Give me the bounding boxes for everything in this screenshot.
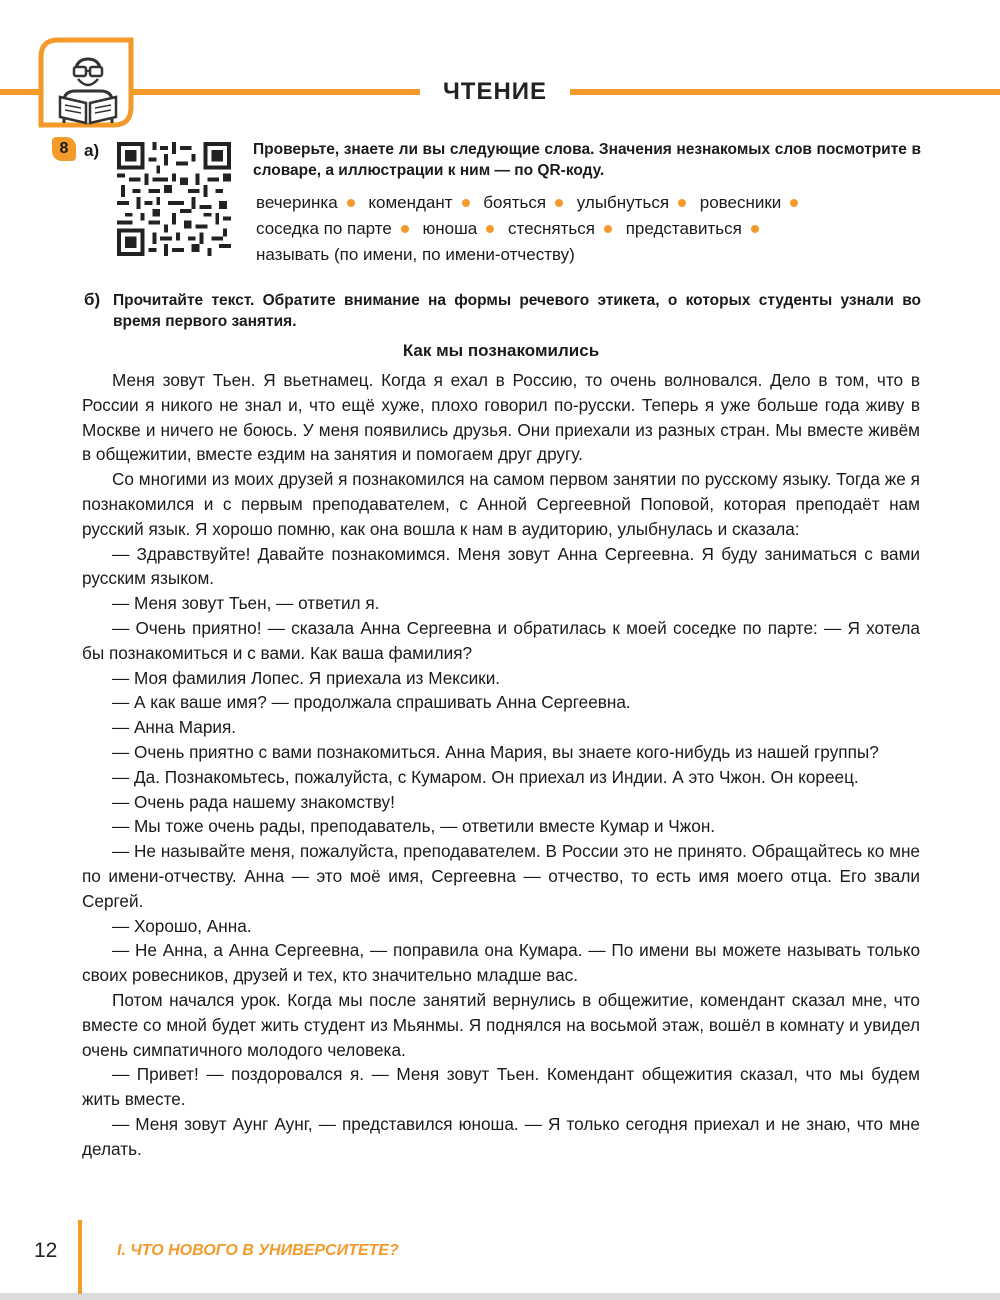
header-rule-right bbox=[570, 89, 1000, 95]
text-paragraph: Меня зовут Тьен. Я вьетнамец. Когда я ехал в Россию, то очень волновался. Дело в том, что в России я никого не знал и, что ещё хуже, плохо говорил по-русски. Теперь я уже больше года живу в Москве и ничего не боюсь. У меня появились друзья. Они приехали из разных стран. Мы вместе живём в общежитии, вместе ездим на занятия и помогаем друг другу. bbox=[82, 370, 920, 465]
vocabulary-word: юноша bbox=[422, 219, 478, 238]
part-a-label: а) bbox=[84, 141, 100, 160]
bullet-icon bbox=[604, 225, 612, 233]
section-title: ЧТЕНИЕ bbox=[442, 78, 548, 105]
text-paragraph: — Анна Мария. bbox=[112, 717, 237, 738]
vocabulary-word: соседка по парте bbox=[256, 219, 392, 238]
text-paragraph: — Не называйте меня, пожалуйста, преподавателем. В России это не принято. Обращайтесь ко мне по имени-отчеству. Анна — это моё имя, Сергеевна — отчество, то есть имя моего отца. Его звали Сергей. bbox=[82, 841, 920, 911]
text-paragraph: — Моя фамилия Лопес. Я приехала из Мексики. bbox=[112, 667, 501, 688]
qr-code[interactable] bbox=[116, 142, 232, 256]
vocabulary-word: бояться bbox=[483, 193, 547, 212]
vocabulary-word: вечеринка bbox=[256, 193, 338, 212]
bullet-icon bbox=[751, 225, 759, 233]
vocabulary-word: представиться bbox=[625, 219, 742, 238]
text-paragraph: Со многими из моих друзей я познакомился на самом первом занятии по русскому языку. Тогда же я познакомился и с первым преподавателем, с Анной Сергеевной Поповой, которая преподаёт нам русский язык. Я хорошо помню, как она вошла к нам в аудиторию, улыбнулась и сказала: bbox=[82, 469, 920, 539]
text-paragraph: — Очень приятно! — сказала Анна Сергеевна и обратилась к моей соседке по парте: — Я хотела бы познакомиться и с вами. Как ваша фамилия? bbox=[82, 617, 920, 663]
text-paragraph: — Очень рада нашему знакомству! bbox=[112, 791, 395, 812]
footer-divider bbox=[78, 1220, 82, 1294]
vocabulary-list bbox=[256, 190, 916, 268]
vocabulary-word: стесняться bbox=[507, 219, 595, 238]
vocabulary-word: называть (по имени, по имени-отчеству) bbox=[256, 245, 575, 264]
bullet-icon bbox=[486, 225, 494, 233]
bullet-icon bbox=[347, 199, 355, 207]
reading-text bbox=[82, 368, 920, 1162]
text-paragraph: — А как ваше имя? — продолжала спрашивать Анна Сергеевна. bbox=[112, 692, 631, 713]
part-a-instruction: Проверьте, знаете ли вы следующие слова. Значения незнакомых слов посмотрите в словаре, а иллюстрации к ним — по QR-коду. bbox=[253, 141, 921, 179]
bullet-icon bbox=[555, 199, 563, 207]
text-title: Как мы познакомились bbox=[402, 341, 600, 360]
text-paragraph: — Меня зовут Аунг Аунг, — представился юноша. — Я только сегодня приехал и не знаю, что мне делать. bbox=[82, 1113, 920, 1159]
chapter-title: I. ЧТО НОВОГО В УНИВЕРСИТЕТЕ? bbox=[117, 1242, 399, 1259]
bullet-icon bbox=[401, 225, 409, 233]
text-paragraph: — Здравствуйте! Давайте познакомимся. Меня зовут Анна Сергеевна. Я буду заниматься с вами русским языком. bbox=[82, 543, 920, 589]
exercise-number: 8 bbox=[52, 137, 76, 161]
part-b-label: б) bbox=[84, 290, 101, 309]
text-paragraph: Потом начался урок. Когда мы после занятий вернулись в общежитие, комендант сказал мне, что вместе со мной будет жить студент из Мьянмы. Я поднялся на восьмой этаж, вошёл в комнату и увидел очень симпатичного молодого человека. bbox=[82, 989, 920, 1060]
vocabulary-word: ровесники bbox=[699, 193, 782, 212]
bullet-icon bbox=[790, 199, 798, 207]
bullet-icon bbox=[678, 199, 686, 207]
text-paragraph: — Да. Познакомьтесь, пожалуйста, с Кумаром. Он приехал из Индии. А это Чжон. Он кореец. bbox=[112, 766, 859, 787]
page-number: 12 bbox=[34, 1239, 58, 1262]
bullet-icon bbox=[462, 199, 470, 207]
text-paragraph: — Мы тоже очень рады, преподаватель, — ответили вместе Кумар и Чжон. bbox=[112, 816, 716, 837]
text-paragraph: — Не Анна, а Анна Сергеевна, — поправила она Кумара. — По имени вы можете называть только своих ровесников, друзей и тех, кто значительно младше вас. bbox=[82, 940, 920, 986]
text-paragraph: — Хорошо, Анна. bbox=[112, 915, 252, 936]
reader-icon bbox=[38, 37, 134, 129]
vocabulary-word: улыбнуться bbox=[576, 193, 670, 212]
part-b-instruction: Прочитайте текст. Обратите внимание на формы речевого этикета, о которых студенты узнали во время первого занятия. bbox=[113, 292, 921, 330]
vocabulary-word: комендант bbox=[368, 193, 453, 212]
text-paragraph: — Меня зовут Тьен, — ответил я. bbox=[112, 593, 380, 614]
text-paragraph: — Привет! — поздоровался я. — Меня зовут Тьен. Комендант общежития сказал, что мы будем жить вместе. bbox=[82, 1064, 920, 1110]
text-paragraph: — Очень приятно с вами познакомиться. Анна Мария, вы знаете кого-нибудь из нашей группы? bbox=[112, 741, 879, 762]
page-bottom-edge bbox=[0, 1293, 1000, 1300]
